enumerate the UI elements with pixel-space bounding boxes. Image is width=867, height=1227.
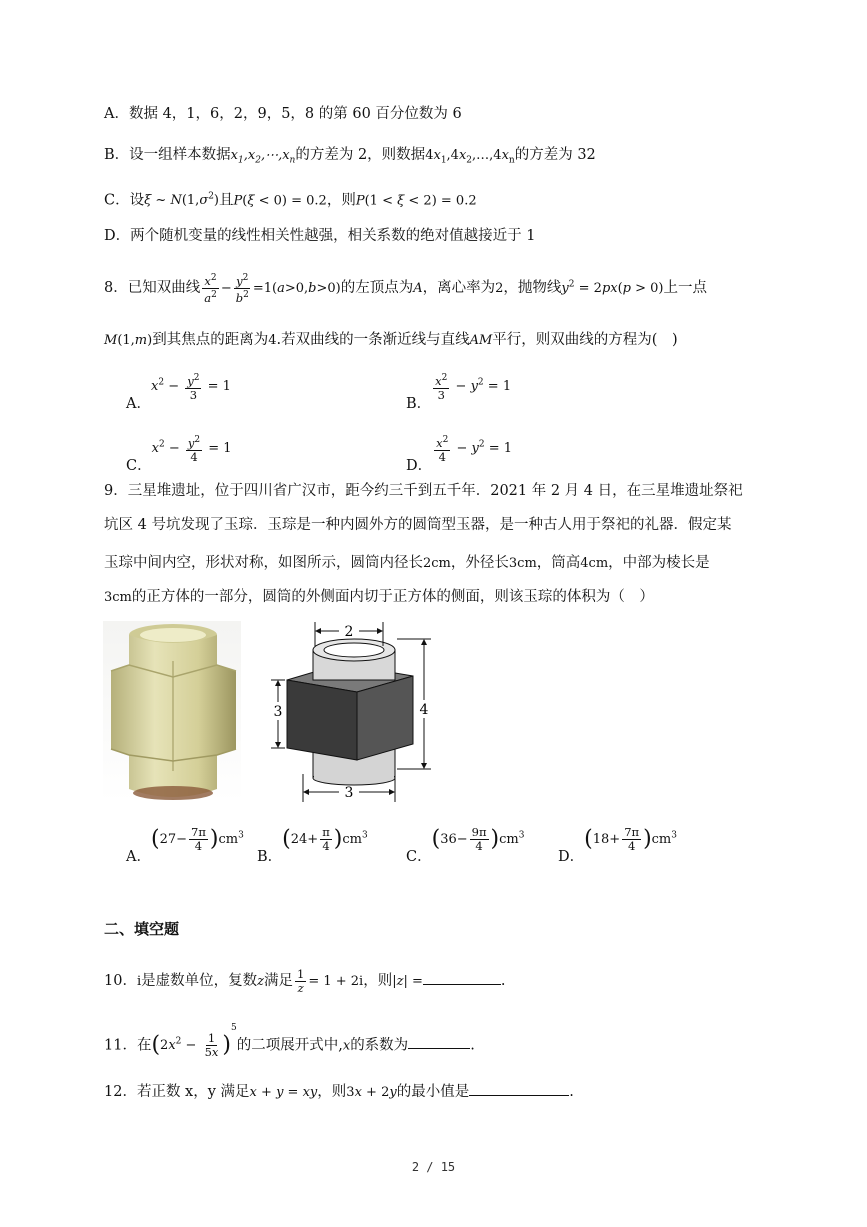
figure-label-bottom: 3 — [344, 785, 354, 801]
q11: 11．在($2x^2$ − $\frac{1}{5x}$ )$^5$的二项展开式中,x的系数为 . — [104, 1023, 475, 1060]
q9-option-c[interactable]: C．(36− $\frac{9\pi}{4}$ )$cm^3$ — [406, 825, 525, 866]
section-heading-fill-in: 二、填空题 — [104, 920, 180, 938]
cong-diagram — [265, 620, 435, 805]
answer-blank-q11[interactable] — [408, 1034, 470, 1049]
math-binomial: ($2x^2$ − $\frac{1}{5x}$ )$^5$ — [151, 1023, 237, 1060]
q7-option-c: C．设ξ ~ $N(1,\sigma^2)$且P(ξ < 0) = 0.2，则P(1 < ξ < 2) = 0.2 — [104, 192, 477, 209]
q7-option-b: B．设一组样本数据$x_1,x_2,\cdots,x_n$的方差为 2，则数据$4x_1,4x_2,\dots,4x_n$的方差为 32 — [104, 147, 596, 166]
math-point-m: M(1,m) — [104, 333, 153, 348]
q9-line-3: 玉琮中间内空，形状对称，如图所示，圆筒内径长2cm，外径长3cm，筒高4cm，中部为棱长是 — [104, 555, 710, 571]
math-prob-2: P(1 < ξ < 2) = 0.2 — [355, 193, 477, 209]
figure-label-right: 4 — [419, 702, 429, 718]
q12: 12．若正数 x，y 满足x + y = xy，则3x + 2y的最小值是 . — [104, 1081, 574, 1103]
q8-line-2: M(1,m)到其焦点的距离为4.若双曲线的一条渐近线与直线AM平行，则双曲线的方程为( ) — [104, 332, 678, 348]
figure-label-top: 2 — [344, 624, 354, 640]
q8-option-d[interactable]: D． $\frac{x^2}{4}$ − $y^2 = 1$ — [406, 435, 513, 475]
q9-option-b[interactable]: B．(24+ $\frac{\pi}{4}$ )$cm^3$ — [257, 825, 368, 866]
math-parabola: $y^2 = 2px(p > 0)$ — [561, 279, 664, 296]
answer-blank-q10[interactable] — [423, 970, 501, 985]
math-complex-eq: $\frac{1}{z}$ = 1 + 2i — [296, 967, 364, 995]
math-normal-dist: ξ ~ $N(1,\sigma^2)$ — [144, 192, 219, 209]
jade-cong-photo — [103, 621, 241, 802]
math-sample-data: $x_1,x_2,\cdots,x_n$ — [230, 148, 296, 166]
q9-line-2: 坑区 4 号坑发现了玉琮．玉琮是一种内圆外方的圆筒型玉器，是一种古人用于祭祀的礼器．假定某 — [104, 517, 732, 533]
q7-option-d: D．两个随机变量的线性相关性越强，相关系数的绝对值越接近于 1 — [104, 228, 536, 244]
math-prob-1: P(ξ < 0) = 0.2 — [233, 193, 327, 209]
q9-option-a[interactable]: A．(27− $\frac{7\pi}{4}$ )$cm^3$ — [126, 825, 244, 866]
math-hyperbola: $\frac{x^2}{a^2}$ − $\frac{y^2}{b^2}$ =1(a>0,b>0) — [204, 273, 341, 305]
q9-line-1: 9．三星堆遗址，位于四川省广汉市，距今约三千到五千年．2021 年 2 月 4 日，在三星堆遗址祭祀 — [104, 483, 743, 499]
q8-option-b[interactable]: B． $\frac{x^2}{3}$ − $y^2 = 1$ — [406, 373, 512, 413]
q9-option-d[interactable]: D．(18+ $\frac{7\pi}{4}$ )$cm^3$ — [558, 825, 677, 866]
q7-option-a: A．数据 4，1，6，2，9，5，8 的第 60 百分位数为 6 — [104, 106, 462, 122]
q8-option-c[interactable]: C．$x^2$ − $\frac{y^2}{4}$ = 1 — [126, 435, 232, 475]
figure-label-left: 3 — [273, 704, 283, 720]
page-number: 2 / 15 — [411, 1160, 456, 1174]
q10: 10．i是虚数单位，复数z满足 $\frac{1}{z}$ = 1 + 2i，则|z| = . — [104, 967, 506, 995]
q9-line-4: 3cm的正方体的一部分，圆筒的外侧面内切于正方体的侧面，则该玉琮的体积为（ ） — [104, 589, 654, 605]
answer-blank-q12[interactable] — [469, 1081, 569, 1096]
math-scaled-data: $4x_1,4x_2,\dots,4x_n$ — [425, 148, 515, 166]
q8-option-a[interactable]: A．$x^2$ − $\frac{y^2}{3}$ = 1 — [126, 373, 231, 413]
q8-line-1: 8．已知双曲线 $\frac{x^2}{a^2}$ − $\frac{y^2}{b^2}$ =1(a>0,b>0)的左顶点为A，离心率为2，抛物线$y^2 = 2px(p > 0)$上一点 — [104, 273, 707, 305]
